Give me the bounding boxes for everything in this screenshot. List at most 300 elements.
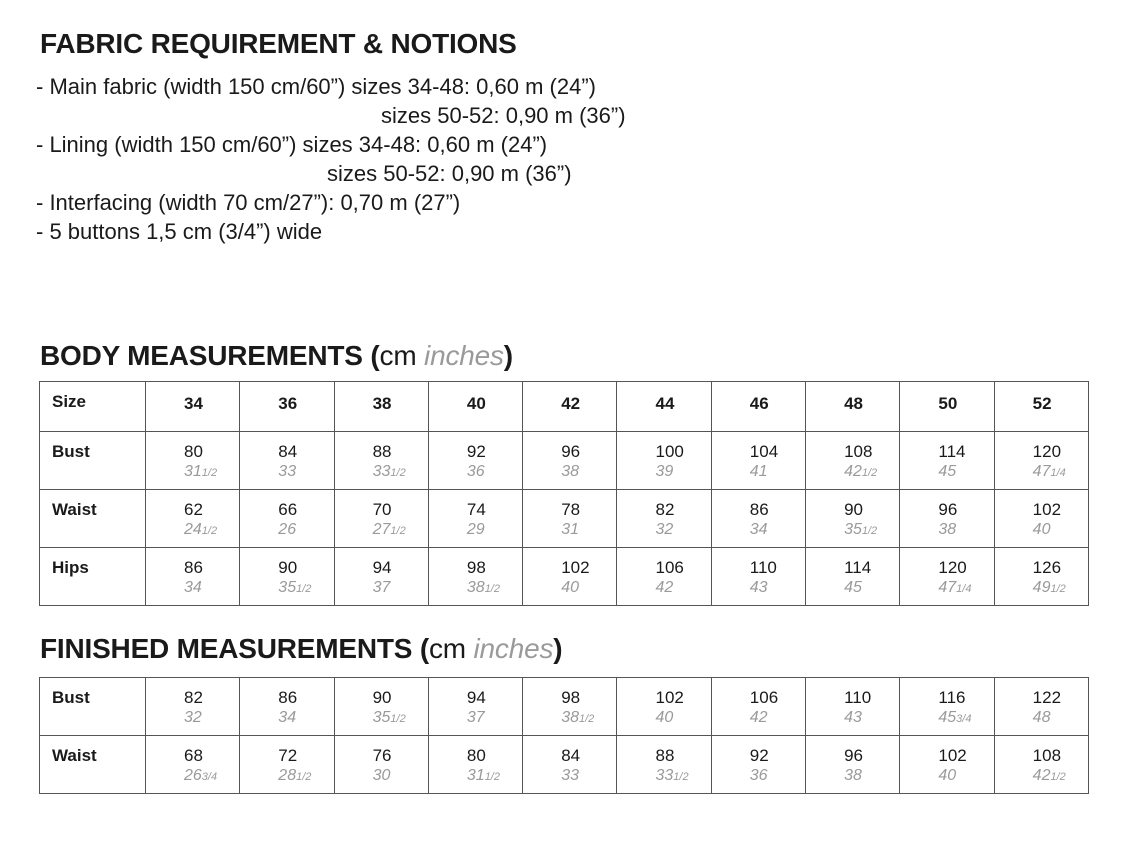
inch-whole: 36 — [749, 767, 768, 784]
inch-value — [373, 766, 428, 787]
measurement-value — [995, 548, 1088, 599]
inch-fraction: 1/2 — [296, 583, 312, 595]
unit-cm: cm — [429, 633, 466, 664]
inch-whole: 26 — [184, 767, 202, 784]
size-cell — [711, 382, 805, 432]
measurement-value — [240, 432, 333, 483]
finished-measurements-title: FINISHED MEASUREMENTS (cm inches) — [40, 633, 563, 664]
cm-value: 98 — [466, 558, 486, 577]
measurement-cell — [334, 432, 428, 490]
cm-value: 98 — [561, 688, 581, 707]
measurement-cell — [146, 432, 240, 490]
cm-value: 102 — [561, 558, 590, 577]
inch-whole: 37 — [466, 709, 485, 726]
measurement-value — [617, 678, 710, 729]
row-label-cell — [40, 678, 146, 736]
inch-value — [467, 708, 522, 729]
unit-inches: inches — [473, 633, 554, 664]
note-lining-large: sizes 50-52: 0,90 m (36”) — [327, 161, 572, 186]
inch-value — [655, 520, 710, 541]
measurement-value — [712, 678, 805, 729]
size-value: 34 — [184, 394, 203, 413]
inch-whole: 40 — [655, 709, 674, 726]
measurement-cell — [428, 736, 522, 794]
inch-whole: 33 — [278, 463, 297, 480]
cm-value: 80 — [184, 442, 203, 461]
cm-value: 120 — [1032, 442, 1062, 461]
measurement-value — [335, 736, 428, 787]
cm-value: 114 — [844, 558, 872, 577]
inch-value — [938, 462, 993, 483]
row-label-cell — [40, 736, 146, 794]
inch-value — [655, 708, 710, 729]
measurement-value — [240, 736, 333, 787]
measurement-cell — [334, 678, 428, 736]
cm-value: 94 — [372, 558, 392, 577]
cm-value: 110 — [749, 558, 777, 577]
row-label: Bust — [52, 442, 90, 461]
measurement-value — [995, 490, 1088, 541]
inch-fraction: 1/2 — [1050, 771, 1066, 783]
measurement-cell — [428, 432, 522, 490]
measurement-value — [146, 678, 239, 729]
fabric-notes — [36, 72, 626, 246]
measurement-cell — [711, 432, 805, 490]
inch-whole: 42 — [655, 579, 674, 596]
cm-value: 68 — [184, 746, 203, 765]
inch-whole: 24 — [184, 521, 202, 538]
measurement-row — [40, 736, 1089, 794]
note-main-fabric-large: sizes 50-52: 0,90 m (36”) — [381, 103, 626, 128]
cm-value: 76 — [372, 746, 392, 765]
size-cell — [428, 382, 522, 432]
unit-inches: inches — [424, 340, 504, 371]
measurement-cell — [806, 736, 900, 794]
inch-fraction: 1/2 — [1050, 583, 1066, 595]
measurement-cell — [806, 490, 900, 548]
inch-whole: 36 — [466, 463, 485, 480]
row-label-cell — [40, 432, 146, 490]
inch-fraction: 1/2 — [861, 467, 878, 479]
inch-whole: 30 — [372, 767, 391, 784]
measurement-value — [335, 678, 428, 729]
inch-whole: 29 — [466, 521, 485, 538]
inch-value — [1033, 520, 1088, 541]
measurement-value — [617, 490, 710, 541]
measurement-value — [900, 678, 993, 729]
inch-whole: 35 — [278, 579, 297, 596]
cm-value: 90 — [278, 558, 298, 577]
inch-value — [938, 520, 993, 541]
row-label: Waist — [52, 746, 97, 765]
inch-value — [750, 708, 805, 729]
note-interfacing: - Interfacing (width 70 cm/27”): 0,70 m (27”) — [36, 190, 461, 215]
measurement-cell — [617, 678, 711, 736]
inch-value — [373, 578, 428, 599]
measurement-value — [995, 432, 1088, 483]
unit-cm: cm — [379, 340, 417, 371]
inch-value — [844, 578, 899, 599]
cm-value: 102 — [1032, 500, 1062, 519]
measurement-cell — [523, 490, 617, 548]
inch-whole: 31 — [561, 521, 579, 538]
measurement-value — [806, 736, 899, 787]
inch-whole: 40 — [938, 767, 957, 784]
inch-value — [1033, 578, 1088, 599]
cm-value: 102 — [655, 688, 684, 707]
inch-value — [844, 520, 899, 541]
row-label: Waist — [52, 500, 97, 519]
size-label: Size — [52, 392, 87, 411]
size-cell — [617, 382, 711, 432]
measurement-cell — [617, 548, 711, 606]
body-measurements-title: BODY MEASUREMENTS (cm inches) — [40, 340, 513, 371]
inch-whole: 38 — [561, 463, 579, 480]
cm-value: 82 — [655, 500, 675, 519]
measurement-cell — [240, 678, 334, 736]
inch-fraction: 1/2 — [578, 713, 595, 725]
size-cell — [240, 382, 334, 432]
inch-value — [467, 462, 522, 483]
size-cell — [146, 382, 240, 432]
inch-value — [938, 766, 993, 787]
cm-value: 106 — [655, 558, 684, 577]
inch-whole: 32 — [184, 709, 202, 726]
cm-value: 82 — [184, 688, 203, 707]
cm-value: 96 — [938, 500, 958, 519]
measurement-cell — [523, 432, 617, 490]
cm-value: 96 — [844, 746, 863, 765]
inch-value — [750, 462, 805, 483]
finished-measurements-table — [39, 677, 1089, 794]
size-value: 42 — [561, 394, 581, 413]
inch-whole: 45 — [938, 463, 957, 480]
measurement-value — [806, 678, 899, 729]
inch-whole: 38 — [561, 709, 579, 726]
measurement-cell — [334, 548, 428, 606]
cm-value: 80 — [466, 746, 486, 765]
inch-fraction: 1/2 — [390, 467, 406, 479]
inch-fraction: 3/4 — [956, 713, 972, 725]
inch-whole: 42 — [749, 709, 768, 726]
inch-whole: 28 — [278, 767, 297, 784]
measurement-value — [900, 548, 993, 599]
inch-whole: 48 — [1032, 709, 1051, 726]
size-value: 40 — [466, 394, 486, 413]
measurement-cell — [523, 736, 617, 794]
inch-value — [467, 578, 522, 599]
cm-value: 84 — [278, 442, 298, 461]
cm-value: 114 — [938, 442, 966, 461]
inch-value — [1033, 708, 1088, 729]
measurement-value — [995, 678, 1088, 729]
inch-whole: 43 — [844, 709, 862, 726]
size-cell — [900, 382, 994, 432]
size-label-cell — [40, 382, 146, 432]
cm-value: 120 — [938, 558, 967, 577]
cm-value: 90 — [372, 688, 392, 707]
inch-value — [278, 520, 333, 541]
inch-whole: 38 — [844, 767, 862, 784]
cm-value: 70 — [372, 500, 392, 519]
inch-value — [561, 578, 616, 599]
size-cell — [523, 382, 617, 432]
cm-value: 86 — [184, 558, 203, 577]
measurement-value — [806, 490, 899, 541]
cm-value: 106 — [749, 688, 779, 707]
measurement-value — [335, 432, 428, 483]
measurement-cell — [146, 548, 240, 606]
measurement-value — [900, 432, 993, 483]
size-cell — [994, 382, 1088, 432]
inch-fraction: 1/2 — [390, 713, 406, 725]
measurement-value — [146, 736, 239, 787]
inch-fraction: 1/2 — [201, 525, 218, 537]
inch-whole: 41 — [749, 463, 768, 480]
inch-whole: 45 — [938, 709, 957, 726]
cm-value: 86 — [278, 688, 298, 707]
cm-value: 66 — [278, 500, 298, 519]
inch-value — [655, 462, 710, 483]
measurement-cell — [711, 736, 805, 794]
inch-value — [750, 578, 805, 599]
row-label-cell — [40, 490, 146, 548]
inch-value — [938, 708, 993, 729]
inch-value — [184, 708, 239, 729]
size-value: 52 — [1032, 394, 1052, 413]
size-value: 50 — [938, 394, 958, 413]
row-label: Hips — [52, 558, 89, 577]
measurement-cell — [994, 736, 1088, 794]
inch-whole: 34 — [749, 521, 768, 538]
measurement-value — [335, 490, 428, 541]
inch-fraction: 1/2 — [673, 771, 689, 783]
measurement-value — [523, 678, 616, 729]
inch-whole: 47 — [1032, 463, 1051, 480]
inch-whole: 43 — [749, 579, 768, 596]
inch-value — [561, 708, 616, 729]
measurement-value — [712, 736, 805, 787]
size-cell — [334, 382, 428, 432]
inch-value — [844, 708, 899, 729]
size-value: 46 — [749, 394, 769, 413]
measurement-cell — [617, 432, 711, 490]
inch-whole: 27 — [372, 521, 391, 538]
inch-whole: 40 — [1032, 521, 1051, 538]
measurement-cell — [334, 490, 428, 548]
inch-fraction: 1/4 — [956, 583, 972, 595]
cm-value: 74 — [466, 500, 486, 519]
measurement-value — [146, 548, 239, 599]
measurement-value — [429, 736, 522, 787]
measurement-cell — [240, 432, 334, 490]
size-value: 38 — [372, 394, 392, 413]
inch-value — [655, 578, 710, 599]
measurement-cell — [806, 548, 900, 606]
measurement-cell — [428, 678, 522, 736]
inch-fraction: 1/2 — [390, 525, 406, 537]
measurement-cell — [806, 432, 900, 490]
measurement-cell — [428, 548, 522, 606]
inch-fraction: 1/2 — [484, 583, 500, 595]
size-value: 48 — [844, 394, 863, 413]
inch-whole: 35 — [372, 709, 391, 726]
measurement-value — [146, 490, 239, 541]
measurement-value — [523, 736, 616, 787]
cm-value: 100 — [655, 442, 684, 461]
inch-whole: 40 — [561, 579, 579, 596]
cm-value: 110 — [844, 688, 872, 707]
measurement-value — [429, 548, 522, 599]
inch-value — [561, 766, 616, 787]
measurement-cell — [994, 678, 1088, 736]
cm-value: 86 — [749, 500, 769, 519]
cm-value: 78 — [561, 500, 581, 519]
inch-whole: 39 — [655, 463, 674, 480]
inch-whole: 38 — [466, 579, 485, 596]
inch-whole: 34 — [184, 579, 202, 596]
inch-whole: 35 — [844, 521, 862, 538]
inch-value — [373, 520, 428, 541]
measurement-value — [712, 548, 805, 599]
measurement-cell — [334, 736, 428, 794]
inch-value — [184, 578, 239, 599]
cm-value: 72 — [278, 746, 298, 765]
measurement-value — [146, 432, 239, 483]
measurement-cell — [428, 490, 522, 548]
inch-value — [750, 520, 805, 541]
inch-whole: 42 — [844, 463, 862, 480]
measurement-value — [523, 432, 616, 483]
measurement-value — [900, 736, 993, 787]
measurement-value — [806, 432, 899, 483]
inch-fraction: 1/2 — [861, 525, 878, 537]
cm-value: 88 — [655, 746, 675, 765]
measurement-cell — [900, 490, 994, 548]
measurement-cell — [523, 678, 617, 736]
measurement-cell — [994, 432, 1088, 490]
inch-value — [844, 766, 899, 787]
measurement-row — [40, 678, 1089, 736]
inch-value — [278, 462, 333, 483]
measurement-value — [429, 678, 522, 729]
measurement-cell — [146, 736, 240, 794]
cm-value: 104 — [749, 442, 779, 461]
measurement-cell — [806, 678, 900, 736]
measurement-cell — [617, 736, 711, 794]
measurement-value — [240, 548, 333, 599]
row-label-cell — [40, 548, 146, 606]
inch-value — [467, 520, 522, 541]
inch-fraction: 3/4 — [201, 771, 218, 783]
inch-value — [373, 708, 428, 729]
inch-value — [184, 462, 239, 483]
body-title-text: BODY MEASUREMENTS — [40, 340, 363, 371]
cm-value: 108 — [1032, 746, 1062, 765]
measurement-cell — [240, 736, 334, 794]
cm-value: 126 — [1032, 558, 1062, 577]
measurement-value — [335, 548, 428, 599]
inch-value — [561, 520, 616, 541]
size-cell — [806, 382, 900, 432]
cm-value: 96 — [561, 442, 581, 461]
inch-whole: 34 — [278, 709, 297, 726]
measurement-cell — [994, 548, 1088, 606]
fabric-title: FABRIC REQUIREMENT & NOTIONS — [40, 28, 517, 59]
cm-value: 108 — [844, 442, 873, 461]
inch-value — [373, 462, 428, 483]
measurement-value — [429, 432, 522, 483]
inch-value — [1033, 462, 1088, 483]
inch-value — [278, 708, 333, 729]
measurement-value — [712, 490, 805, 541]
size-value: 44 — [655, 394, 675, 413]
inch-value — [655, 766, 710, 787]
cm-value: 90 — [844, 500, 863, 519]
measurement-cell — [146, 490, 240, 548]
finished-title-text: FINISHED MEASUREMENTS — [40, 633, 413, 664]
inch-value — [938, 578, 993, 599]
inch-value — [467, 766, 522, 787]
measurement-cell — [900, 432, 994, 490]
note-lining: - Lining (width 150 cm/60”) sizes 34-48: 0,60 m (24”) — [36, 132, 548, 157]
cm-value: 94 — [466, 688, 486, 707]
measurement-row — [40, 490, 1089, 548]
inch-value — [1033, 766, 1088, 787]
inch-whole: 31 — [184, 463, 202, 480]
inch-value — [561, 462, 616, 483]
inch-whole: 49 — [1032, 579, 1051, 596]
cm-value: 92 — [749, 746, 769, 765]
measurement-value — [523, 490, 616, 541]
inch-value — [184, 520, 239, 541]
measurement-cell — [240, 490, 334, 548]
inch-fraction: 1/2 — [201, 467, 218, 479]
measurement-cell — [523, 548, 617, 606]
note-main-fabric: - Main fabric (width 150 cm/60”) sizes 34-48: 0,60 m (24”) — [36, 74, 596, 99]
size-value: 36 — [278, 394, 298, 413]
row-label: Bust — [52, 688, 90, 707]
measurement-row — [40, 548, 1089, 606]
measurement-value — [240, 678, 333, 729]
measurement-cell — [900, 678, 994, 736]
cm-value: 88 — [372, 442, 392, 461]
inch-whole: 42 — [1032, 767, 1051, 784]
inch-value — [750, 766, 805, 787]
cm-value: 62 — [184, 500, 203, 519]
measurement-value — [617, 548, 710, 599]
inch-fraction: 1/2 — [296, 771, 312, 783]
body-measurements-table — [39, 381, 1089, 606]
measurement-value — [995, 736, 1088, 787]
inch-value — [278, 766, 333, 787]
measurement-value — [429, 490, 522, 541]
inch-whole: 33 — [655, 767, 674, 784]
inch-whole: 37 — [372, 579, 391, 596]
size-row — [40, 382, 1089, 432]
measurement-value — [240, 490, 333, 541]
cm-value: 122 — [1032, 688, 1062, 707]
measurement-cell — [900, 548, 994, 606]
measurement-cell — [711, 548, 805, 606]
inch-value — [184, 766, 239, 787]
measurement-value — [712, 432, 805, 483]
cm-value: 116 — [938, 688, 966, 707]
inch-value — [844, 462, 899, 483]
measurement-cell — [900, 736, 994, 794]
measurement-cell — [994, 490, 1088, 548]
note-buttons: - 5 buttons 1,5 cm (3/4”) wide — [36, 219, 323, 244]
